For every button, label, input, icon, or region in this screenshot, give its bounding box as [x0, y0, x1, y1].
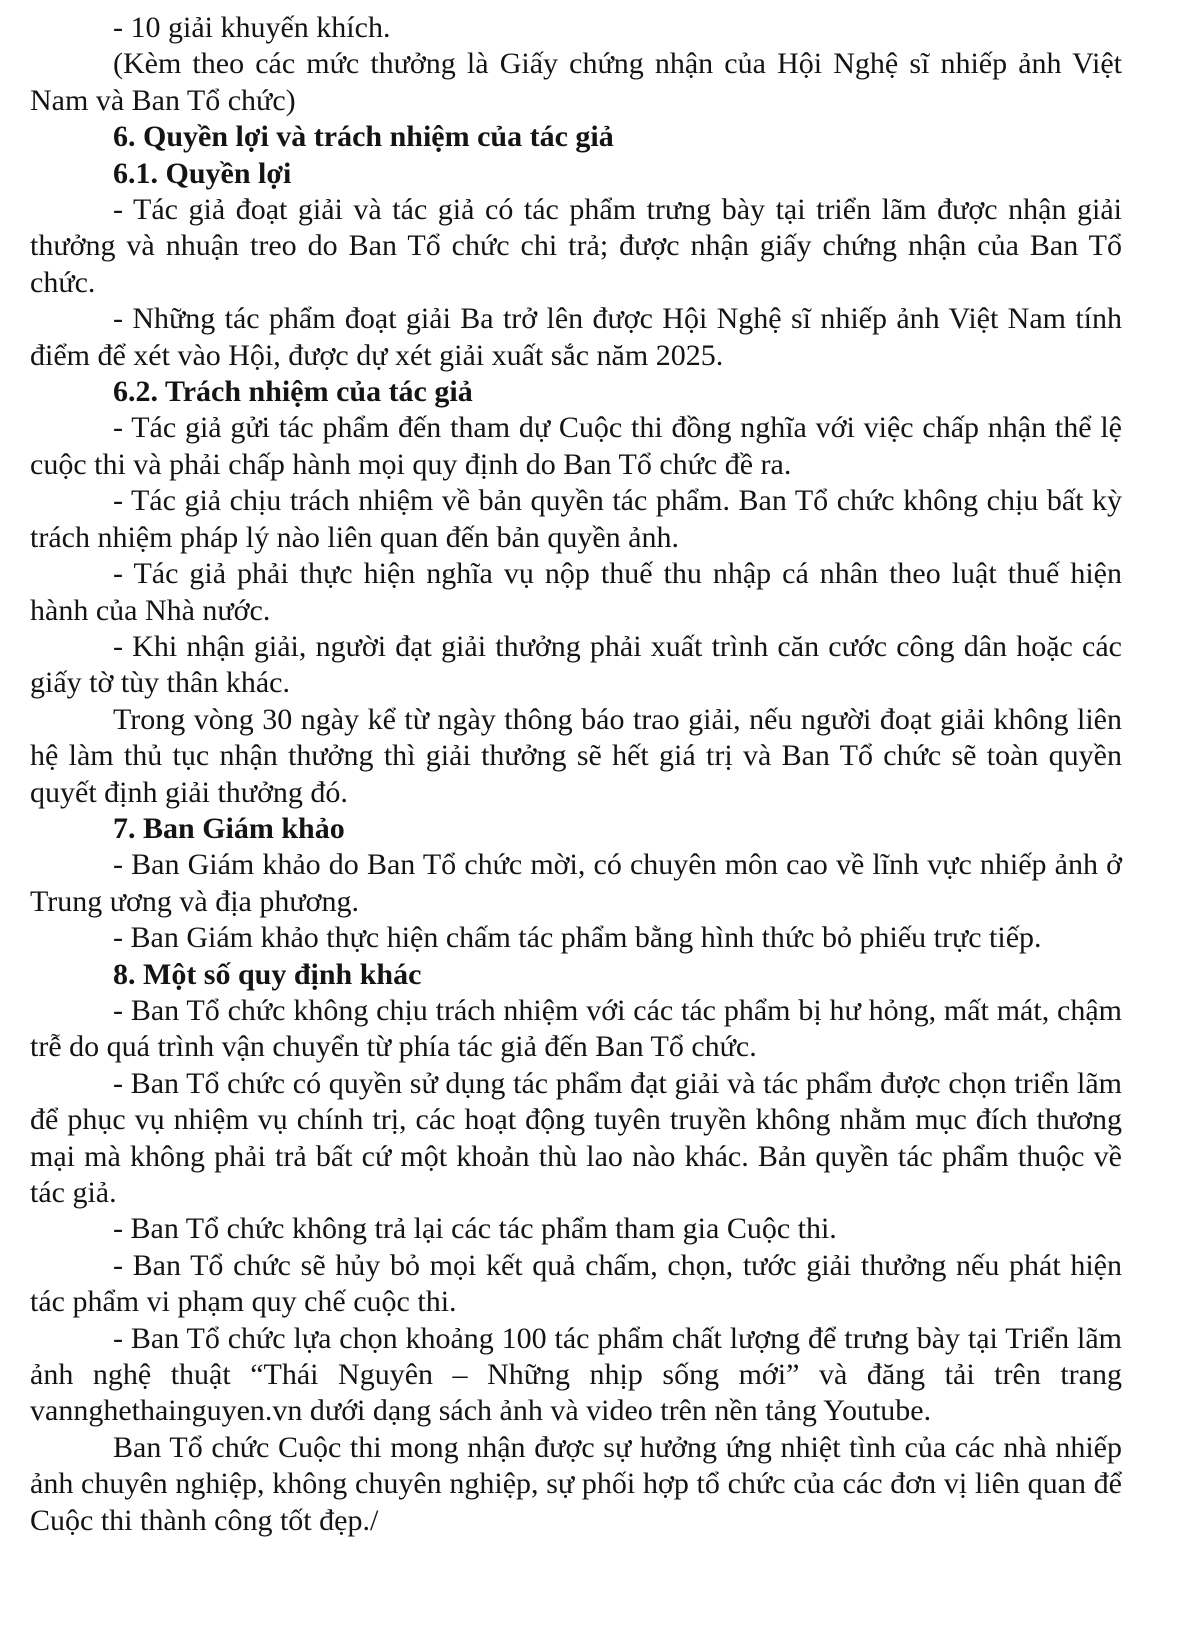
duty-item-4: - Khi nhận giải, người đạt giải thưởng phải xuất trình căn cước công dân hoặc các giấy tờ tùy thân khác. [30, 629, 1122, 700]
closing-paragraph: Ban Tổ chức Cuộc thi mong nhận được sự hưởng ứng nhiệt tình của các nhà nhiếp ảnh chuyên nghiệp, không chuyên nghiệp, sự phối hợp tổ chức của các đơn vị liên quan để Cuộc thi thành công tốt đẹp./ [30, 1430, 1122, 1537]
document-page [30, 10, 1122, 1539]
duty-item-2: - Tác giả chịu trách nhiệm về bản quyền tác phẩm. Ban Tổ chức không chịu bất kỳ trách nhiệm pháp lý nào liên quan đến bản quyền ảnh. [30, 484, 1122, 554]
other-item-2: - Ban Tổ chức có quyền sử dụng tác phẩm đạt giải và tác phẩm được chọn triển lãm để phục vụ nhiệm vụ chính trị, các hoạt động tuyên truyền không nhằm mục đích thương mại mà không phải trả bất cứ một khoản thù lao nào khác. Bản quyền tác phẩm thuộc về tác giả. [30, 1066, 1122, 1209]
jury-item-1: - Ban Giám khảo do Ban Tổ chức mời, có chuyên môn cao về lĩnh vực nhiếp ảnh ở Trung ương và địa phương. [30, 848, 1122, 918]
other-item-3: - Ban Tổ chức không trả lại các tác phẩm tham gia Cuộc thi. [113, 1212, 837, 1246]
section-6-2-heading: 6.2. Trách nhiệm của tác giả [113, 375, 473, 409]
prize-consolation-line: - 10 giải khuyến khích. [113, 11, 391, 44]
section-7-heading: 7. Ban Giám khảo [113, 811, 345, 845]
rights-item-2: - Những tác phẩm đoạt giải Ba trở lên được Hội Nghệ sĩ nhiếp ảnh Việt Nam tính điểm để xét vào Hội, được dự xét giải xuất sắc năm 2025. [30, 302, 1122, 372]
duty-item-3: - Tác giả phải thực hiện nghĩa vụ nộp thuế thu nhập cá nhân theo luật thuế hiện hành của Nhà nước. [30, 557, 1122, 627]
duty-item-5: Trong vòng 30 ngày kể từ ngày thông báo trao giải, nếu người đoạt giải không liên hệ làm thủ tục nhận thưởng thì giải thưởng sẽ hết giá trị và Ban Tổ chức sẽ toàn quyền quyết định giải thưởng đó. [30, 702, 1122, 809]
section-6-1-heading: 6.1. Quyền lợi [113, 156, 292, 190]
other-item-4: - Ban Tổ chức sẽ hủy bỏ mọi kết quả chấm, chọn, tước giải thưởng nếu phát hiện tác phẩm vi phạm quy chế cuộc thi. [30, 1248, 1122, 1319]
rights-item-1: - Tác giả đoạt giải và tác giả có tác phẩm trưng bày tại triển lãm được nhận giải thưởng và nhuận treo do Ban Tổ chức chi trả; được nhận giấy chứng nhận của Ban Tổ chức. [30, 193, 1122, 299]
duty-item-1: - Tác giả gửi tác phẩm đến tham dự Cuộc thi đồng nghĩa với việc chấp nhận thể lệ cuộc thi và phải chấp hành mọi quy định do Ban Tổ chức đề ra. [30, 411, 1122, 481]
other-item-5: - Ban Tổ chức lựa chọn khoảng 100 tác phẩm chất lượng để trưng bày tại Triển lãm ảnh nghệ thuật “Thái Nguyên – Những nhịp sống mới” và đăng tải trên trang vannghethainguyen.vn dưới dạng sách ảnh và video trên nền tảng Youtube. [30, 1321, 1122, 1428]
other-item-1: - Ban Tổ chức không chịu trách nhiệm với các tác phẩm bị hư hỏng, mất mát, chậm trễ do quá trình vận chuyển từ phía tác giả đến Ban Tổ chức. [30, 993, 1122, 1064]
section-8-heading: 8. Một số quy định khác [113, 957, 422, 991]
jury-item-2: - Ban Giám khảo thực hiện chấm tác phẩm bằng hình thức bỏ phiếu trực tiếp. [113, 921, 1042, 955]
section-6-heading: 6. Quyền lợi và trách nhiệm của tác giả [113, 120, 614, 154]
prize-certificate-note: (Kèm theo các mức thưởng là Giấy chứng nhận của Hội Nghệ sĩ nhiếp ảnh Việt Nam và Ban Tổ chức) [30, 47, 1122, 117]
